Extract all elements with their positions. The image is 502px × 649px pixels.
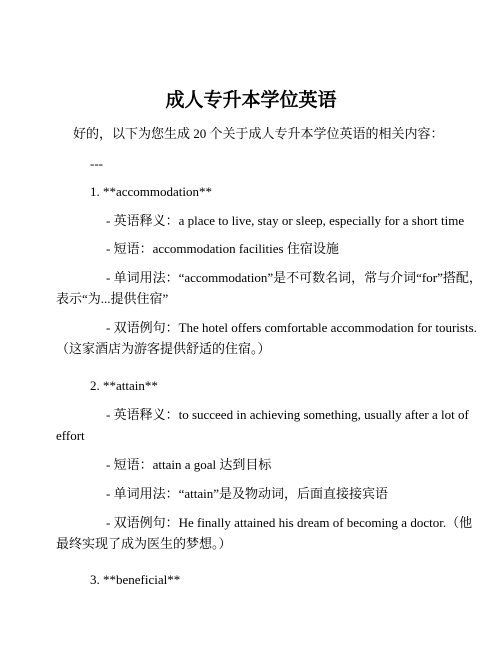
entry-phrase: - 短语：attain a goal 达到目标: [106, 457, 272, 472]
separator: ---: [90, 156, 103, 171]
entry-definition-continued: effort: [56, 428, 85, 443]
entry-example: - 双语例句：He finally attained his dream of becoming a doctor.（他: [106, 515, 473, 530]
entry-phrase: - 短语：accommodation facilities 住宿设施: [106, 241, 339, 256]
entry-usage: - 单词用法：“attain”是及物动词，后面直接接宾语: [106, 486, 388, 501]
entry-heading: 3. **beneficial**: [90, 572, 181, 587]
entry-example-continued: 最终实现了成为医生的梦想。）: [56, 536, 232, 551]
entry-usage-continued: 表示“为...提供住宿”: [56, 291, 169, 306]
document-title: 成人专升本学位英语: [165, 90, 337, 111]
entry-heading: 1. **accommodation**: [90, 184, 213, 199]
entry-heading: 2. **attain**: [90, 378, 158, 393]
entry-example-continued: （这家酒店为游客提供舒适的住宿。）: [56, 341, 271, 356]
entry-example: - 双语例句：The hotel offers comfortable accommodation for tourists.: [106, 320, 477, 335]
entry-usage: - 单词用法：“accommodation”是不可数名词，常与介词“for”搭配，: [106, 270, 482, 285]
entry-definition: - 英语释义：a place to live, stay or sleep, especially for a short time: [106, 213, 465, 228]
intro-text: 好的，以下为您生成 20 个关于成人专升本学位英语的相关内容：: [73, 126, 444, 141]
entry-definition: - 英语释义：to succeed in achieving something, usually after a lot of: [106, 407, 469, 422]
